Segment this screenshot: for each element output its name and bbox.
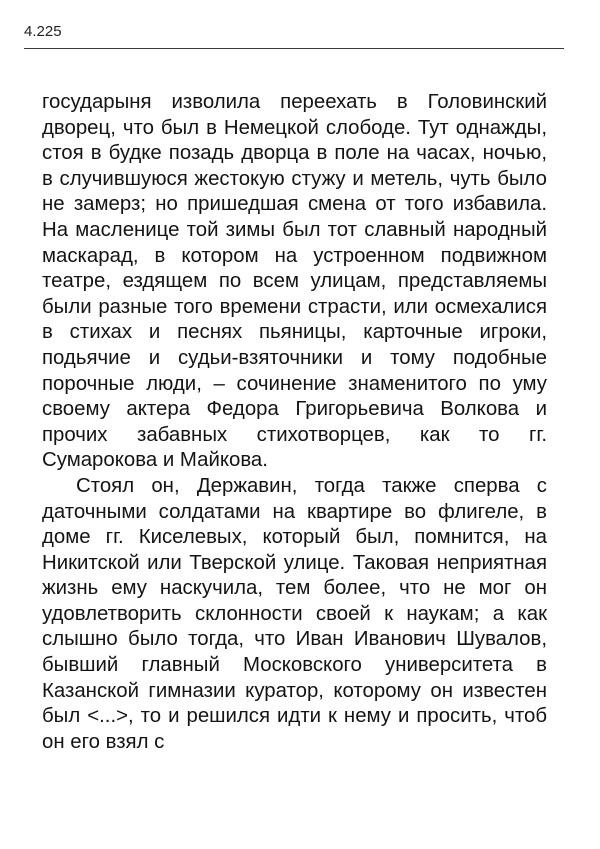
page-number: 4.225 — [24, 23, 62, 40]
paragraph-continued: государыня изволила переехать в Головинский дворец, что был в Немецкой слободе. Тут однажды, стоя в будке позадь дворца в поле на часах, ночью, в случившуюся жестокую стужу и метель, чуть было не замерз; но пришедшая смена от того избавила. На масленице той зимы был тот славный народный маскарад, в котором на устроенном подвижном театре, ездящем по всем улицам, представляемы были разные того времени страсти, или осмехалися в стихах и песнях пьяницы, карточные игроки, подьячие и судьи-взяточники и тому подобные порочные люди, – сочинение знаменитого по уму своему актера Федора Григорьевича Волкова и прочих забавных стихотворцев, как то гг. Сумарокова и Майкова. — [42, 91, 547, 472]
page-header — [24, 22, 564, 49]
page-body — [42, 90, 547, 755]
paragraph: Стоял он, Державин, тогда также сперва с даточными солдатами на квартире во флигеле, в доме гг. Киселевых, который был, помнится, на Никитской или Тверской улице. Таковая неприятная жизнь ему наскучила, тем более, что не мог он удовлетворить склонности своей к наукам; а как слышно было тогда, что Иван Иванович Шувалов, бывший главный Московского университета в Казанской гимназии куратор, которому он известен был <...>, то и решился идти к нему и просить, чтоб он его взял с — [42, 474, 547, 753]
